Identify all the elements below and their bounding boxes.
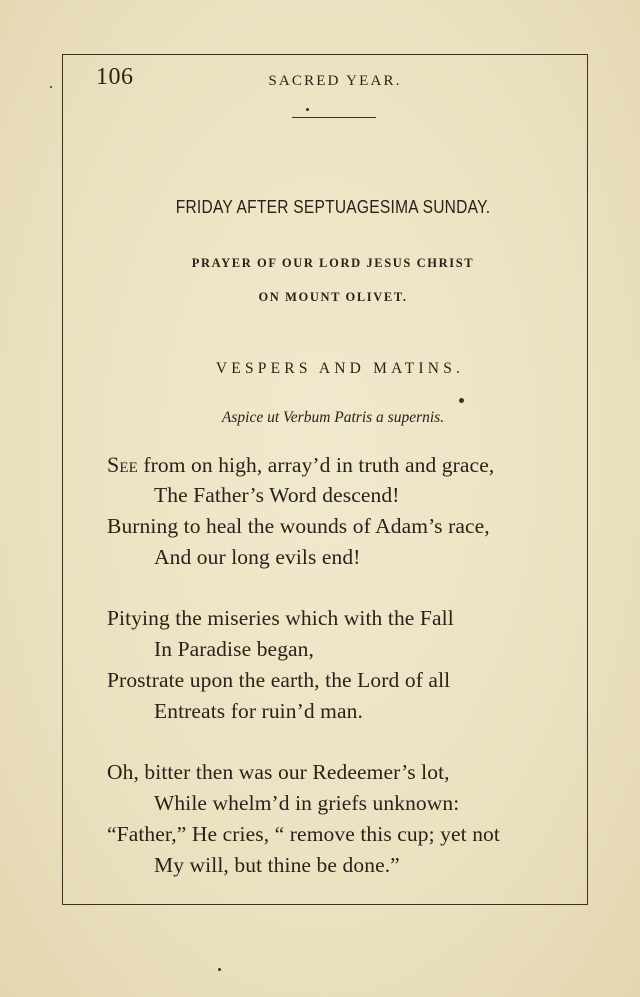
poem-line: Burning to heal the wounds of Adam’s race,: [107, 514, 490, 538]
ink-speck: [306, 108, 309, 111]
page-title: FRIDAY AFTER SEPTUAGESIMA SUNDAY.: [175, 196, 491, 217]
ink-speck: [50, 86, 52, 88]
poem-line: Pitying the miseries which with the Fall: [107, 606, 454, 630]
poem-line: And our long evils end!: [154, 545, 361, 569]
poem-line: While whelm’d in griefs unknown:: [154, 791, 460, 815]
latin-epigraph: Aspice ut Verbum Patris a supernis.: [221, 409, 445, 426]
poem-line-text: from on high, array’d in truth and grace,: [137, 453, 495, 477]
ink-speck: [459, 398, 464, 403]
poem-line: The Father’s Word descend!: [154, 483, 400, 507]
subtitle-line-2: ON MOUNT OLIVET.: [258, 290, 408, 304]
section-heading: VESPERS AND MATINS.: [215, 360, 465, 377]
drop-small-caps: See: [107, 452, 138, 477]
poem-line: [107, 452, 494, 478]
ink-speck: [218, 968, 221, 971]
poem-line: My will, but thine be done.”: [154, 853, 400, 877]
poem-line: Prostrate upon the earth, the Lord of all: [107, 668, 451, 692]
poem-line: In Paradise began,: [154, 637, 315, 661]
poem-line: Entreats for ruin’d man.: [154, 699, 363, 723]
poem-line: Oh, bitter then was our Redeemer’s lot,: [107, 760, 450, 784]
running-title: SACRED YEAR.: [268, 73, 402, 89]
page-number: 106: [96, 64, 134, 90]
poem-line: “Father,” He cries, “ remove this cup; yet not: [107, 822, 500, 846]
subtitle-line-1: PRAYER OF OUR LORD JESUS CHRIST: [191, 256, 475, 270]
